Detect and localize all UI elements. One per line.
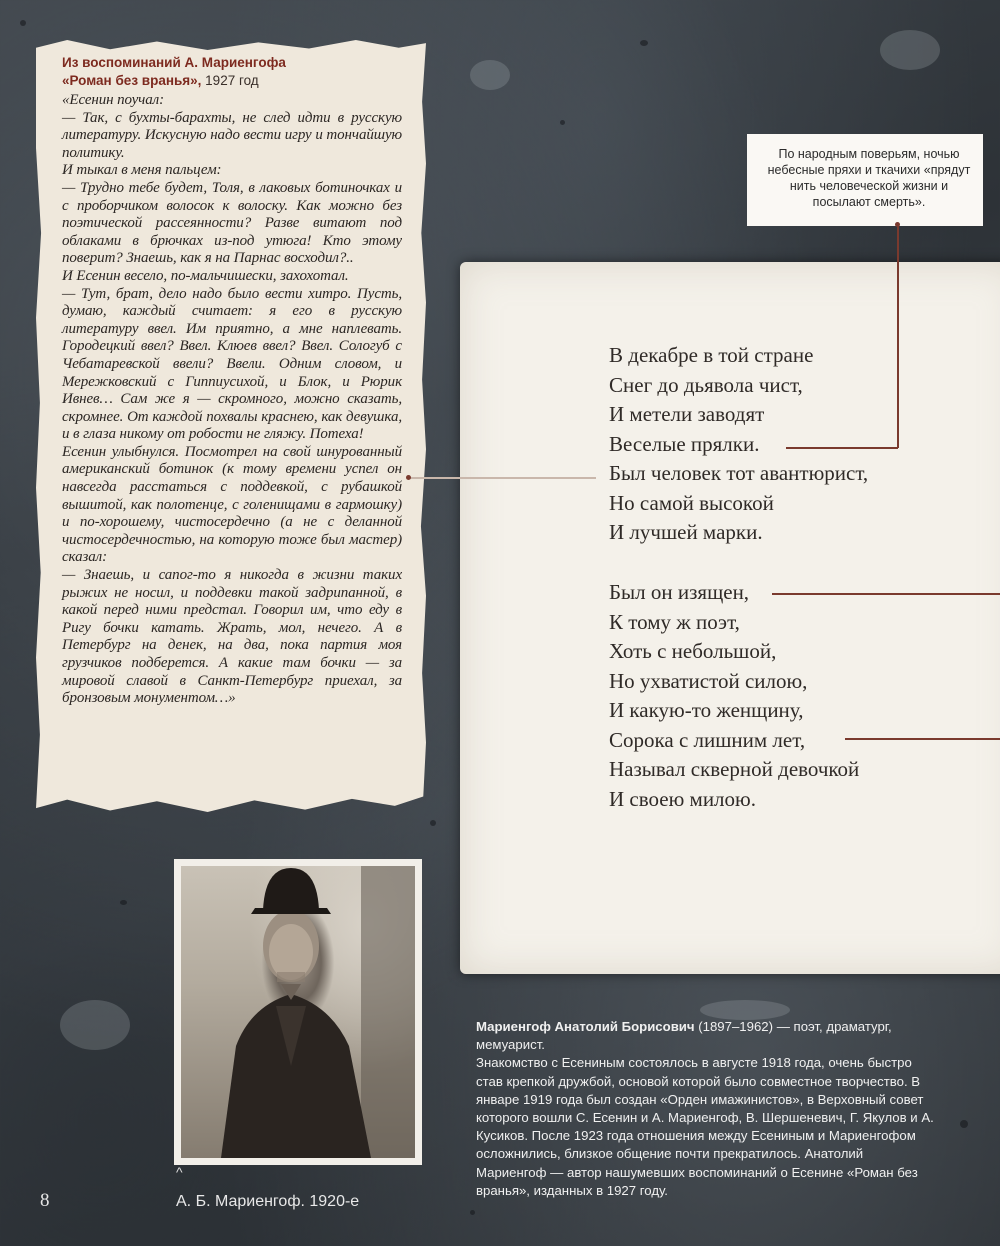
memoir-title: Из воспоминаний А. Мариенгофа <box>62 55 286 70</box>
poem-line: Но самой высокой <box>609 490 774 515</box>
biography-heading <box>476 1018 936 1054</box>
poem-stanza-2 <box>609 578 999 814</box>
portrait-figure <box>181 866 415 1158</box>
poem-line: Но ухватистой силою, <box>609 668 808 693</box>
portrait-photo-frame <box>174 859 422 1165</box>
poem-line: Называл скверной девочкой <box>609 757 860 781</box>
poem-line: И лучшей марки. <box>609 520 763 544</box>
caption-caret: ^ <box>176 1164 183 1180</box>
poem-line: Снег до дьявола чист, <box>609 372 803 397</box>
poem-stanza-1 <box>609 341 999 548</box>
portrait-photo <box>181 866 415 1158</box>
poem-line: Хоть с небольшой, <box>609 639 777 663</box>
memoir-text: «Есенин поучал: — Так, с бухты-барахты, не след идти в русскую литературу. Искусную надо вести игру и тончайшую политику. И тыкал в меня пальцем: — Трудно тебе будет, Толя, в лаковых ботиночках и с проборчиком волосок к волоску. Как можно без поэтической рассеянности? Разве витают под облаками в брючках из-под утюга! Кто этому поверит? Знаешь, как я на Парнас восходил?.. И Есенин весело, по-мальчишески, захохотал. — Тут, брат, дело надо было вести хитро. Пусть, думаю, каждый считает: я его в русскую литературу ввел. Им приятно, а мне наплевать. Городецкий ввел? Ввел. Клюев ввел? Ввел. Сологуб с Чебатаревской ввели? Ввели. Одним словом, и Мережковский с Гиппиусихой, и Блок, и Рюрик Ивнев… Сам же я — скромного, можно сказать, скромнее. От каждой похвалы краснею, как девушка, и в глаза никому от робости не гляжу. Потеха! Есенин улыбнулся. Посмотрел на свой шнурованный американский ботинок (к тому времени успел он навсегда расстаться с поддевкой, с рубашкой вышитой, как полотенце, с голенищами в гармошку) и по-хорошему, чистосердечно (а не с деланной чистосердечностью, на которую тоже был мастер) сказал: — Знаешь, и сапог-то я никогда в жизни таких рыжих не носил, и поддевки такой задрипанной, в какой перед ними предстал. Говорил им, что еду в Ригу бочки катать. Жрать, мол, нечего. А в Петербург на денек, на два, пока партия моя грузчиков подберется. А какие там бочки — за мировой славой в Санкт-Петербург приехал, за бронзовым монументом…» <box>62 92 402 707</box>
biography-text: Знакомство с Есениным состоялось в августе 1918 года, очень быстро став крепкой дружбой, основой которой было совместное творчество. В январе 1919 года был создан «Орден имажинистов», в Верховный совет которого вошли С. Есенин и А. Мариенгоф, В. Шершеневич, Г. Якулов и А. Кусиков. После 1923 года отношения между Есениным и Мариенгофом осложнились, близкое общение почти прекратилось. Анатолий Мариенгоф — автор нашумевших воспоминаний о Есенине «Роман без вранья», изданных в 1927 году. <box>476 1055 934 1198</box>
biography-intro: (1897–1962) — поэт, драматург, мемуарист. <box>476 1019 892 1053</box>
poem-line: Был человек тот авантюрист, <box>609 461 869 485</box>
poem-line: И какую-то женщину, <box>609 698 804 722</box>
poem-line: Веселые прялки. <box>609 431 760 456</box>
poem-line: И метели заводят <box>609 402 765 426</box>
memoir-book: «Роман без вранья», <box>62 73 202 88</box>
poem-line: В декабре в той стране <box>609 343 814 367</box>
note-connector-dot <box>895 222 900 227</box>
biography-block <box>476 1018 936 1200</box>
poem-line: И своею милою. <box>609 786 756 811</box>
memoir-year: 1927 год <box>201 73 259 88</box>
folk-belief-note: По народным поверьям, ночью небесные пряхи и ткачихи «прядут нить человеческой жизни и посылают смерть». <box>747 134 983 226</box>
memoir-source <box>62 72 402 90</box>
biography-name: Мариенгоф Анатолий Борисович <box>476 1019 695 1034</box>
memoir-connector-dot <box>406 475 411 480</box>
memoir-block <box>62 54 402 708</box>
page-number: 8 <box>40 1190 50 1211</box>
poem-line: Был он изящен, <box>609 580 750 604</box>
poem-line: Сорока с лишним лет, <box>609 727 806 752</box>
photo-caption: А. Б. Мариенгоф. 1920-е <box>176 1193 360 1210</box>
memoir-connector-line <box>410 477 596 479</box>
poem-line: К тому ж поэт, <box>609 609 740 634</box>
